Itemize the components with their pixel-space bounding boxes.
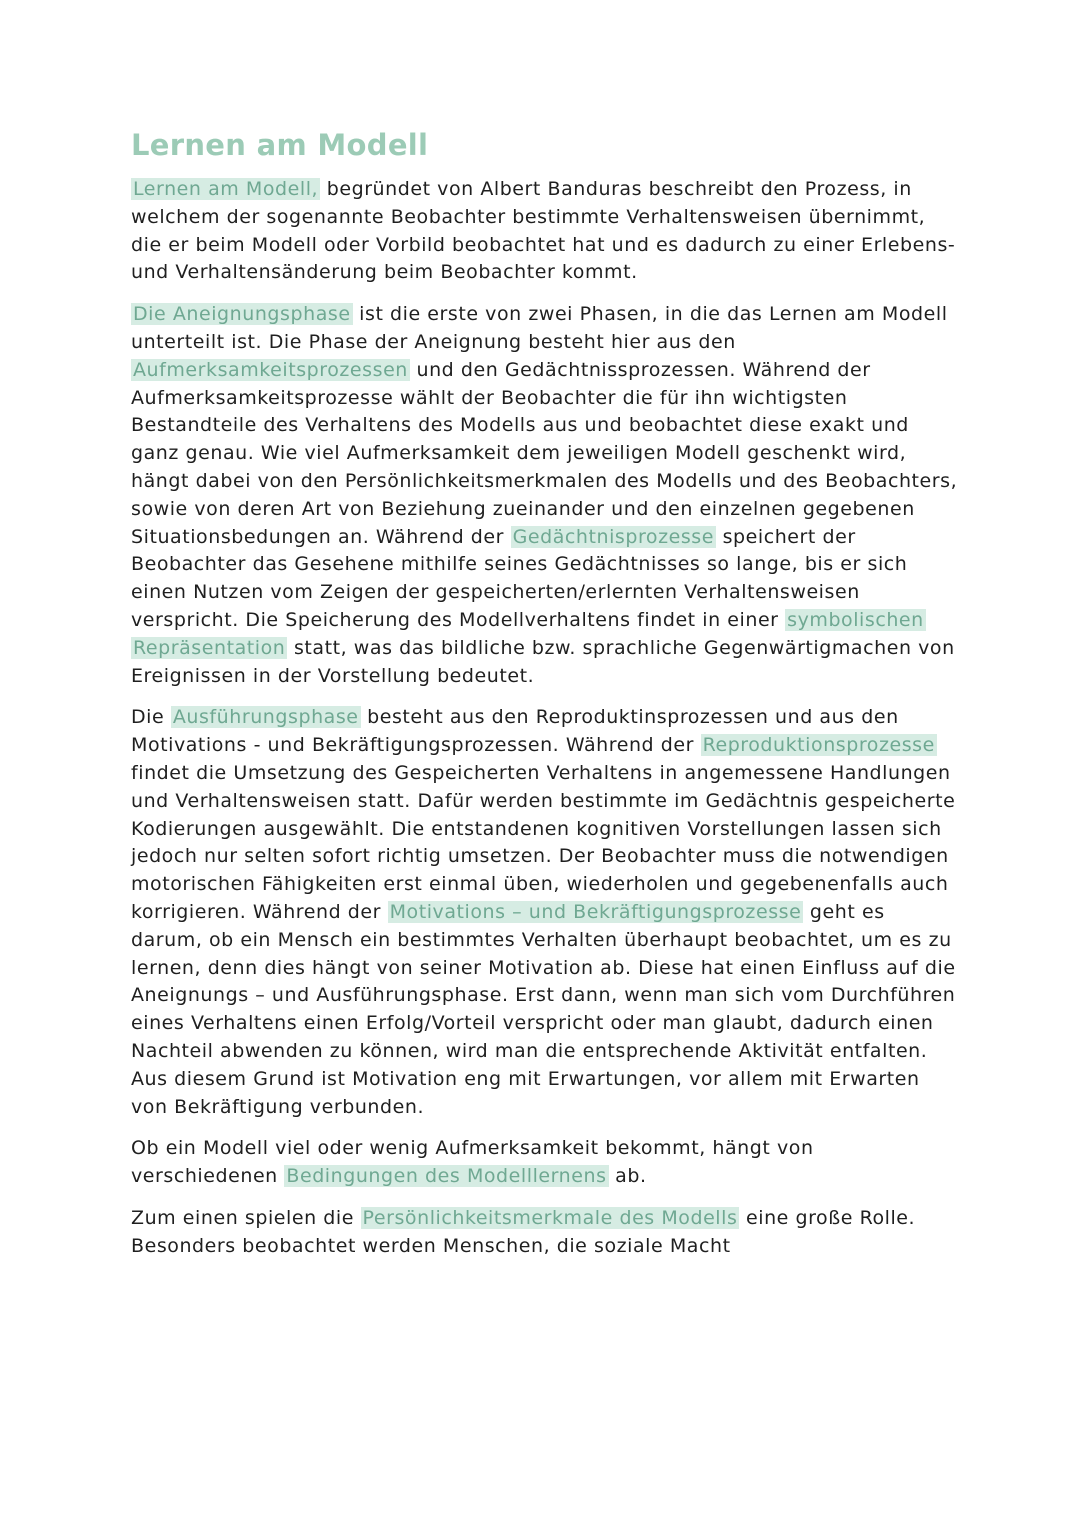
paragraph-text: ab. xyxy=(608,1165,647,1188)
highlight-term: Lernen am Modell, xyxy=(133,178,319,200)
highlight-term: Ausführungsphase xyxy=(172,706,359,729)
page-title: Lernen am Modell xyxy=(131,128,429,162)
paragraph-text: besteht aus den Reproduktinsprozessen und aus den Motivations - und Bekräftigungsprozessen. Während der xyxy=(131,706,899,757)
paragraph-text: Die xyxy=(131,706,171,729)
paragraph-bedingungen xyxy=(131,1135,961,1191)
paragraph-text: Ob ein Modell viel oder wenig Aufmerksamkeit bekommt, hängt von verschiedenen xyxy=(131,1137,814,1188)
paragraph-text: und den Gedächtnissprozessen. Während der Aufmerksamkeitsprozesse wählt der Beobachter die für ihn wichtigsten Bestandteile des Verhaltens des Modells aus und beobachtet diese exakt und ganz genau. Wie viel Aufmerksamkeit dem jeweiligen Modell geschenkt wird, hängt dabei von den Persönlichkeitsmerkmalen des Modells und des Beobachters, sowie von deren Art von Beziehung zueinander und den einzelnen gegebenen Situationsbedungen an. Während der xyxy=(131,358,958,548)
document-page xyxy=(131,128,961,1274)
paragraph-text: eine große Rolle. Besonders beobachtet werden Menschen, die soziale Macht xyxy=(131,1206,916,1257)
highlight-term: Die Aneignungsphase xyxy=(133,303,351,326)
highlight-term: Motivations – und Bekräftigungsprozesse xyxy=(389,900,802,923)
highlight-term: Reproduktionsprozesse xyxy=(702,734,935,757)
paragraph-aneignungsphase xyxy=(131,301,961,690)
highlight-term: symbolischen Repräsentation xyxy=(133,608,924,659)
highlight-term: Gedächtnisprozesse xyxy=(512,525,714,548)
paragraph-text: geht es darum, ob ein Mensch ein bestimmtes Verhalten überhaupt beobachtet, um es zu lernen, denn dies hängt von seiner Motivation ab. Diese hat einen Einfluss auf die Aneignungs – und Ausführungsphase. Erst dann, wenn man sich vom Durchführen eines Verhaltens einen Erfolg/Vorteil verspricht oder man glaubt, dadurch einen Nachteil abwenden zu können, wird man die entsprechende Aktivität entfalten. Aus diesem Grund ist Motivation eng mit Erwartungen, vor allem mit Erwarten von Bekräftigung verbunden. xyxy=(131,900,956,1118)
paragraph-ausfuehrungsphase xyxy=(131,704,961,1121)
paragraph-text: speichert der Beobachter das Gesehene mithilfe seines Gedächtnisses so lange, bis er sich einen Nutzen vom Zeigen der gespeicherten/erlernten Verhaltensweisen verspricht. Die Speicherung des Modellverhaltens findet in einer xyxy=(131,525,908,631)
paragraph-text: begründet von Albert Banduras beschreibt den Prozess, in welchem der sogenannte Beobachter bestimmte Verhaltensweisen übernimmt, die er beim Modell oder Vorbild beobachtet hat und es dadurch zu einer Erlebens-und Verhaltensänderung beim Beobachter kommt. xyxy=(131,178,956,284)
highlight-term: Persönlichkeitsmerkmale des Modells xyxy=(362,1206,738,1229)
paragraph-text: Zum einen spielen die xyxy=(131,1206,361,1229)
highlight-term: Aufmerksamkeitsprozessen xyxy=(133,358,408,381)
paragraph-persoenlichkeitsmerkmale xyxy=(131,1205,961,1261)
paragraph-text: ist die erste von zwei Phasen, in die das Lernen am Modell unterteilt ist. Die Phase der Aneignung besteht hier aus den xyxy=(131,303,948,353)
paragraph-text: statt, was das bildliche bzw. sprachliche Gegenwärtigmachen von Ereignissen in der Vorstellung bedeutet. xyxy=(131,636,955,687)
paragraph-intro xyxy=(131,176,961,287)
paragraph-text: findet die Umsetzung des Gespeicherten Verhaltens in angemessene Handlungen und Verhaltensweisen statt. Dafür werden bestimmte im Gedächtnis gespeicherte Kodierungen ausgewählt. Die entstandenen kognitiven Vorstellungen lassen sich jedoch nur selten sofort richtig umsetzen. Der Beobachter muss die notwendigen motorischen Fähigkeiten erst einmal üben, wiederholen und gegebenenfalls auch korrigieren. Während der xyxy=(131,761,956,923)
highlight-term: Bedingungen des Modelllernens xyxy=(286,1165,607,1188)
